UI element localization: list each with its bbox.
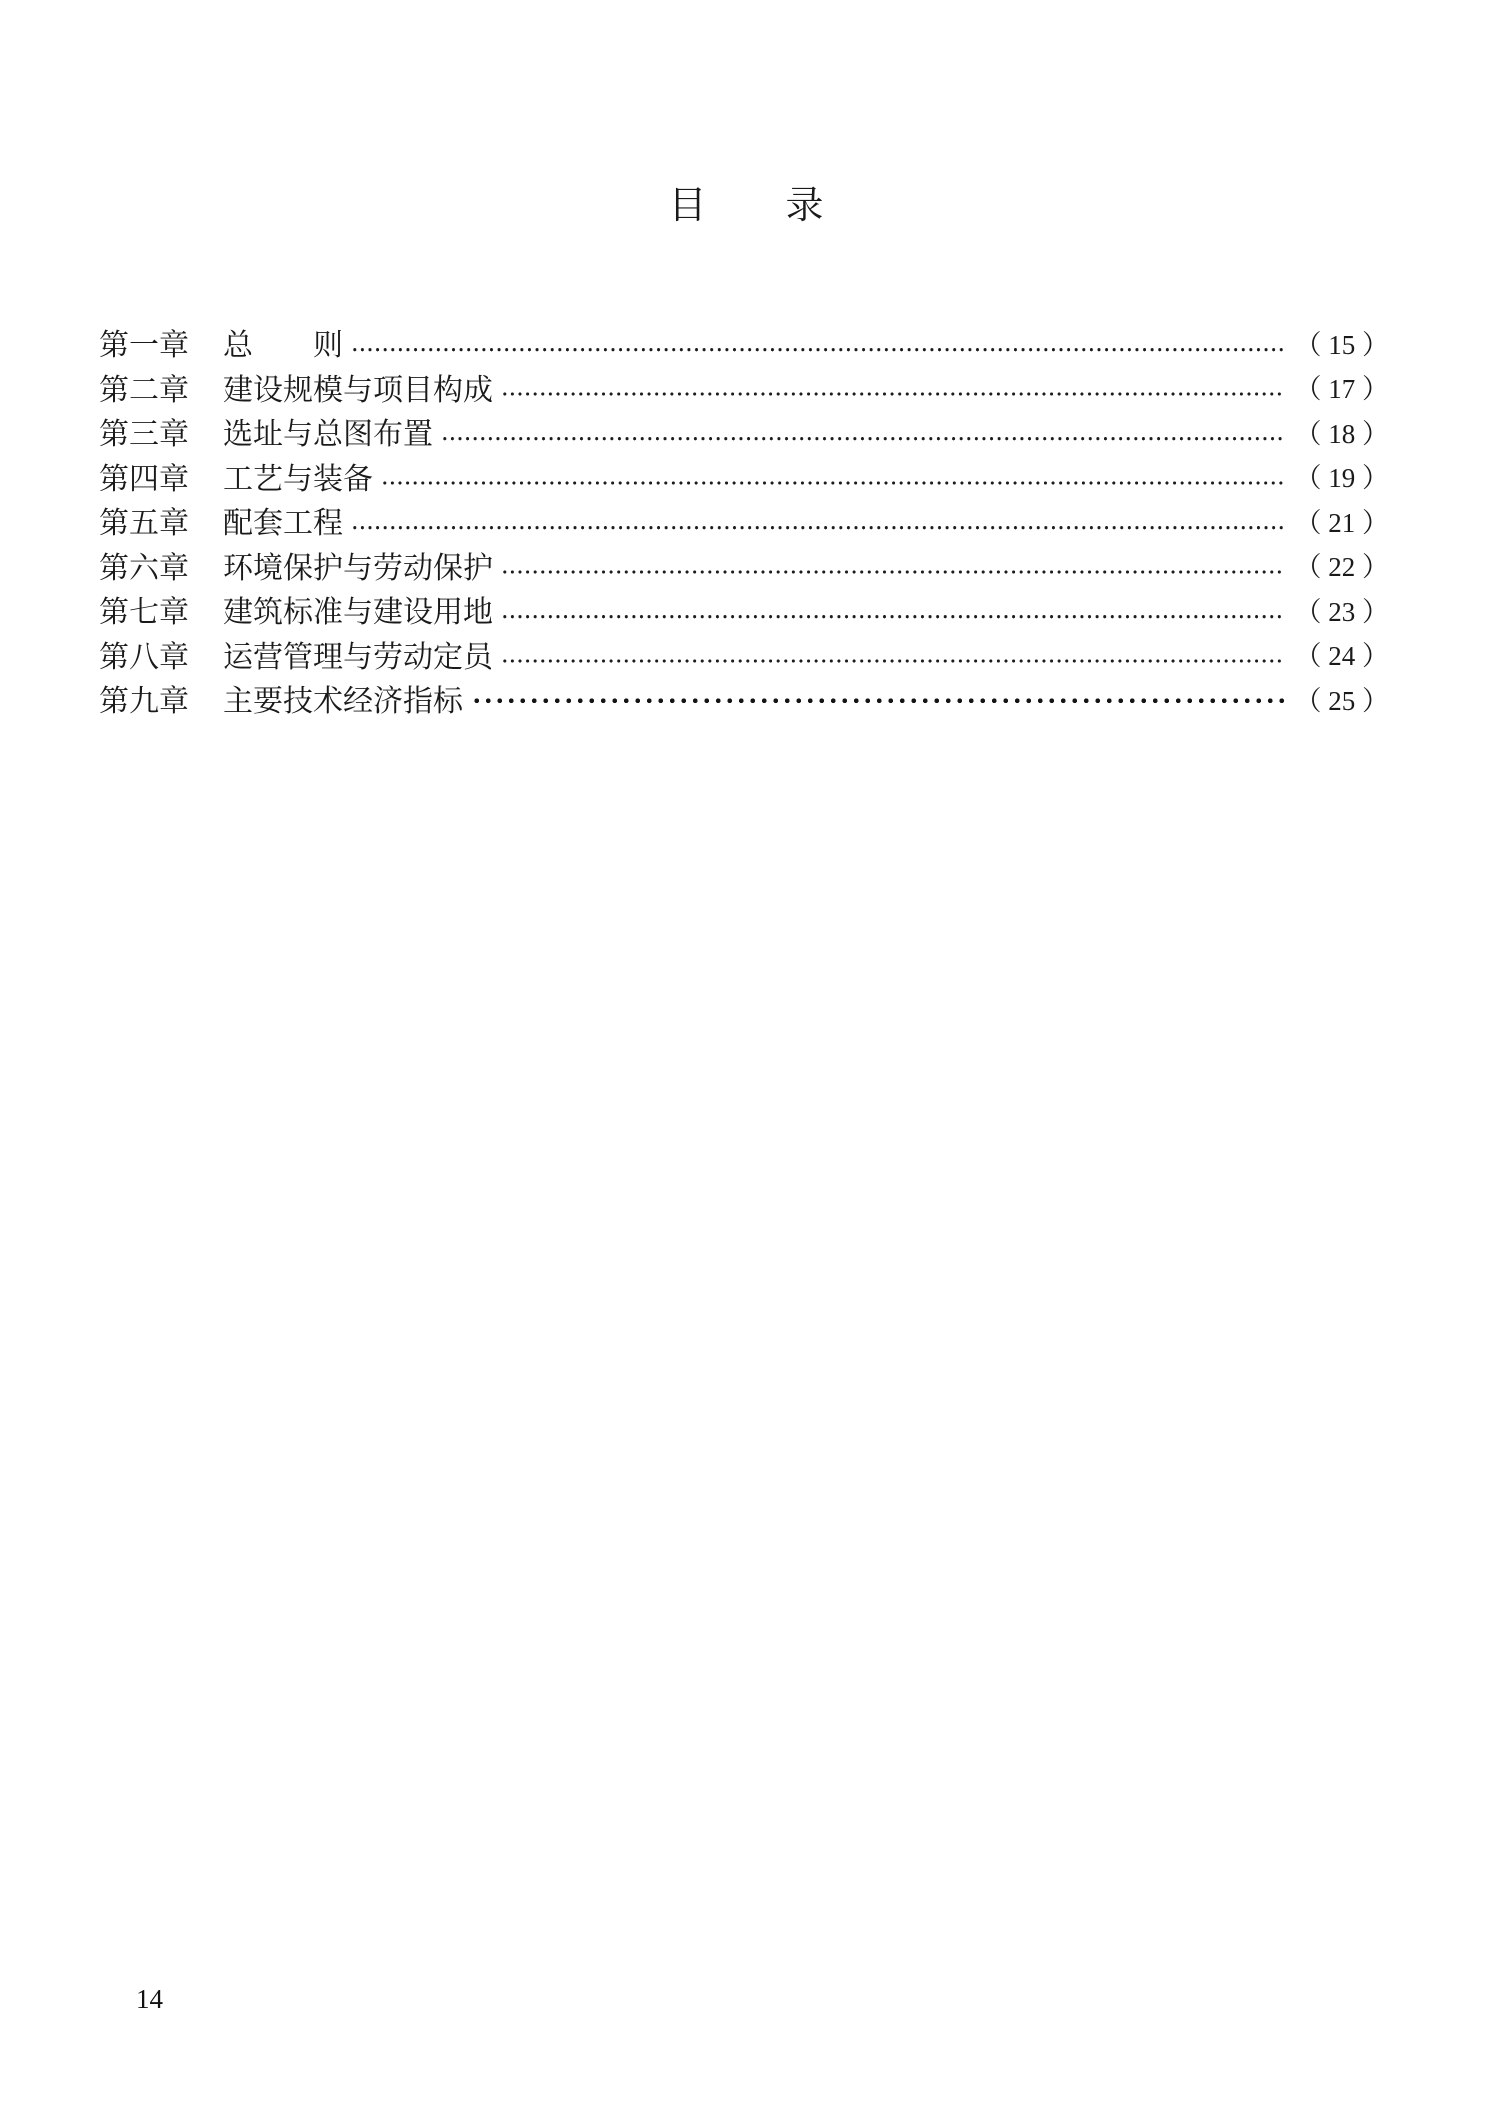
toc-entry [99,365,1389,410]
toc-list [99,320,1389,721]
toc-chapter-label: 第五章 [99,507,189,541]
toc-chapter-label: 第六章 [99,551,189,585]
toc-entry [99,409,1389,454]
toc-entry [99,454,1389,499]
toc-page-number: （ 24 ） [1294,641,1389,672]
dot-leader [501,365,1285,410]
toc-entry-title: 运营管理与劳动定员 [223,640,493,674]
page-title: 目 录 [668,185,825,227]
toc-entry-title: 建筑标准与建设用地 [223,596,493,630]
toc-chapter-label: 第八章 [99,640,189,674]
toc-entry-title: 建设规模与项目构成 [223,373,493,407]
dot-leader [501,543,1285,588]
toc-entry [99,632,1389,677]
toc-page-number: （ 21 ） [1294,507,1389,538]
toc-page-number: （ 19 ） [1294,463,1389,494]
dot-leader [351,320,1285,365]
dot-leader [351,498,1285,543]
toc-page-number: （ 25 ） [1294,685,1389,716]
toc-page-number: （ 17 ） [1294,374,1389,405]
toc-entry [99,587,1389,632]
toc-entry [99,320,1389,365]
toc-page-number: （ 22 ） [1294,552,1389,583]
toc-entry [99,498,1389,543]
toc-chapter-label: 第二章 [99,373,189,407]
footer-page-number: 14 [136,1984,163,2014]
toc-entry-title: 选址与总图布置 [223,418,433,452]
toc-chapter-label: 第三章 [99,418,189,452]
toc-chapter-label: 第一章 [99,329,189,363]
dot-leader [471,676,1285,721]
dot-leader [381,454,1285,499]
toc-chapter-label: 第七章 [99,596,189,630]
toc-entry-title: 工艺与装备 [223,462,373,496]
toc-entry [99,543,1389,588]
toc-page-number: （ 15 ） [1294,329,1389,360]
toc-entry-title: 主要技术经济指标 [223,685,463,719]
toc-chapter-label: 第四章 [99,462,189,496]
toc-entry-title: 总 则 [223,329,343,363]
toc-entry [99,676,1389,721]
dot-leader [501,587,1285,632]
toc-entry-title: 环境保护与劳动保护 [223,551,493,585]
toc-page-number: （ 18 ） [1294,418,1389,449]
toc-page-number: （ 23 ） [1294,596,1389,627]
dot-leader [501,632,1285,677]
dot-leader [441,409,1285,454]
toc-entry-title: 配套工程 [223,507,343,541]
toc-chapter-label: 第九章 [99,685,189,719]
